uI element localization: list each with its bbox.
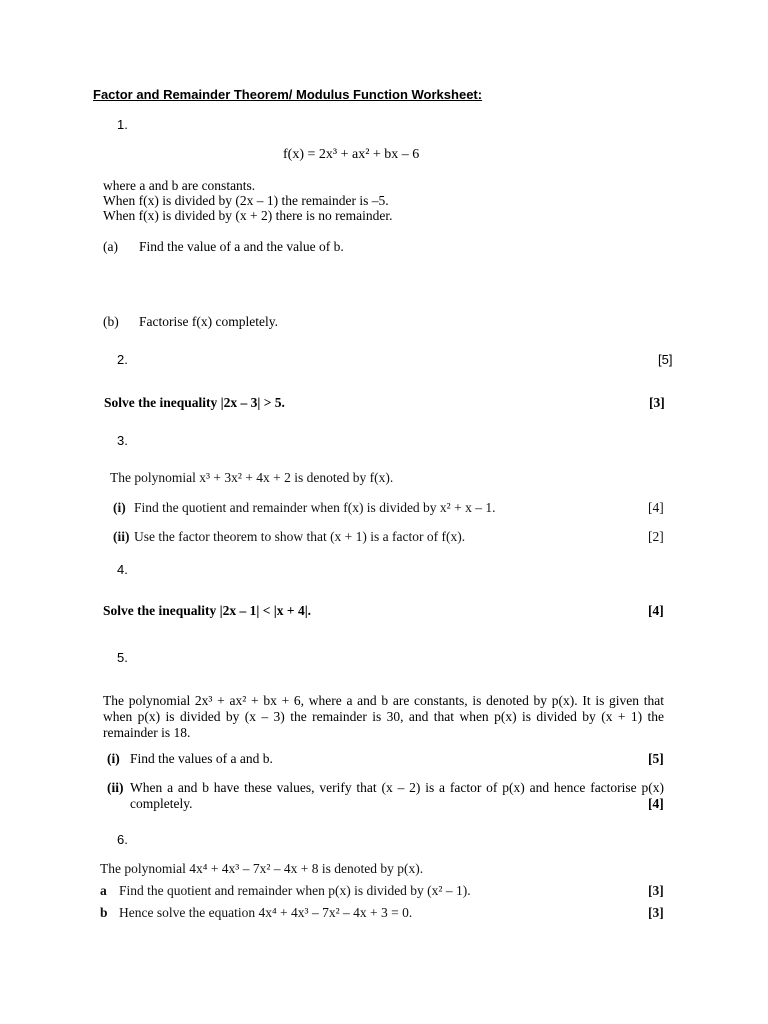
question-6-intro: The polynomial 4x⁴ + 4x³ – 7x² – 4x + 8 is denoted by p(x).: [100, 861, 424, 876]
question-2-number: 2.: [117, 352, 128, 367]
question-5-part-ii-text-1: When a and b have these values, verify that (x – 2) is a factor of p(x) and hence factorise p(x): [130, 780, 664, 795]
question-1-part-b-text: Factorise f(x) completely.: [139, 314, 278, 329]
question-6-number: 6.: [117, 832, 128, 847]
question-4-number: 4.: [117, 562, 128, 577]
question-3-part-ii-label: (ii): [113, 529, 130, 544]
question-5-part-i-label: (i): [107, 751, 120, 766]
question-6-part-b-text: Hence solve the equation 4x⁴ + 4x³ – 7x² – 4x + 3 = 0.: [119, 905, 413, 920]
question-3-part-i-label: (i): [113, 500, 126, 515]
question-5-intro-line-2: when p(x) is divided by (x – 3) the remainder is 30, and that when p(x) is divided by (x + 1) the: [103, 709, 664, 724]
worksheet-title: Factor and Remainder Theorem/ Modulus Function Worksheet:: [93, 87, 483, 102]
question-1-mark: [5]: [658, 352, 673, 367]
question-5-part-i-text: Find the values of a and b.: [130, 751, 273, 766]
question-5-number: 5.: [117, 650, 128, 665]
question-3-part-i-mark: [4]: [648, 500, 664, 515]
question-6-part-a-text: Find the quotient and remainder when p(x) is divided by (x² – 1).: [119, 883, 471, 898]
question-5-intro-line-1: The polynomial 2x³ + ax² + bx + 6, where a and b are constants, is denoted by p(x). It is given that: [103, 693, 664, 708]
question-2-text: Solve the inequality |2x – 3| > 5.: [104, 395, 285, 410]
question-4-text: Solve the inequality |2x – 1| < |x + 4|.: [103, 603, 312, 618]
question-2-mark: [3]: [649, 395, 665, 410]
question-1-number: 1.: [117, 117, 128, 132]
question-1-part-a-text: Find the value of a and the value of b.: [139, 239, 344, 254]
question-3-intro: The polynomial x³ + 3x² + 4x + 2 is denoted by f(x).: [110, 470, 394, 485]
question-5-part-i-mark: [5]: [648, 751, 664, 766]
question-1-line-1: where a and b are constants.: [103, 178, 256, 193]
question-5-part-ii-label: (ii): [107, 780, 124, 795]
question-1-part-a-label: (a): [103, 239, 118, 254]
question-5-part-ii-body: [130, 780, 664, 812]
question-1-line-3: When f(x) is divided by (x + 2) there is no remainder.: [103, 208, 393, 223]
question-1-equation: f(x) = 2x³ + ax² + bx – 6: [283, 147, 420, 162]
question-5-part-ii-mark: [4]: [648, 796, 664, 811]
question-3-part-i-text: Find the quotient and remainder when f(x) is divided by x² + x – 1.: [134, 500, 496, 515]
question-6-part-a-mark: [3]: [648, 883, 664, 898]
question-5-part-ii-text-2: completely.: [130, 796, 193, 811]
question-5-intro: [103, 693, 664, 741]
question-3-number: 3.: [117, 433, 128, 448]
question-1-line-2: When f(x) is divided by (2x – 1) the remainder is –5.: [103, 193, 389, 208]
question-3-part-ii-text: Use the factor theorem to show that (x + 1) is a factor of f(x).: [134, 529, 466, 544]
question-6-part-a-label: a: [100, 883, 107, 898]
question-5-intro-line-3: remainder is 18.: [103, 725, 191, 740]
question-1-part-b-label: (b): [103, 314, 119, 329]
question-4-mark: [4]: [648, 603, 664, 618]
question-6-part-b-label: b: [100, 905, 108, 920]
question-6-part-b-mark: [3]: [648, 905, 664, 920]
question-3-part-ii-mark: [2]: [648, 529, 664, 544]
